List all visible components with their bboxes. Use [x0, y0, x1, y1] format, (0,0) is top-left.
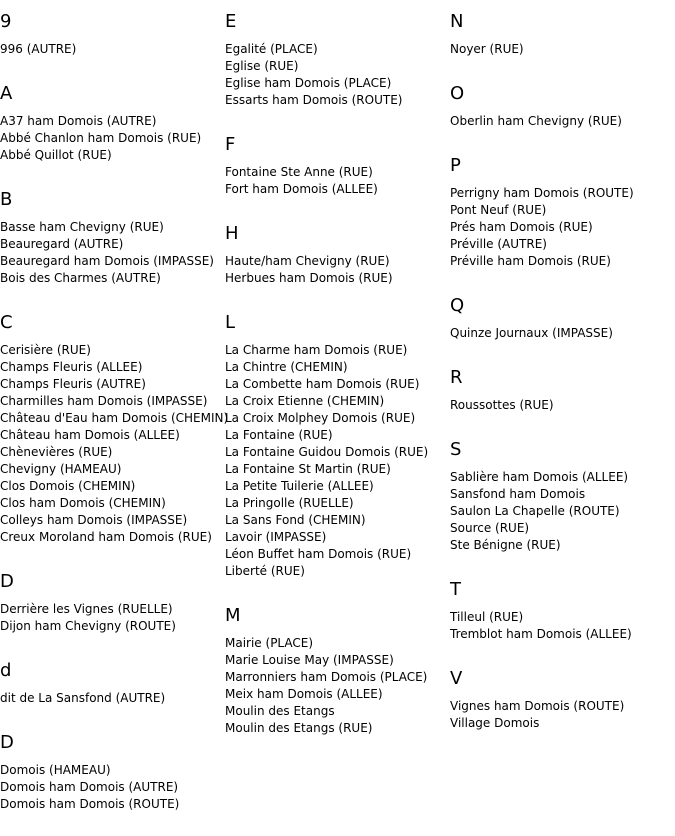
street-entry: La Croix Etienne (CHEMIN) [225, 394, 385, 408]
street-index-column-2 [225, 0, 447, 751]
letter-group [225, 594, 447, 737]
street-index-column-3 [450, 0, 672, 746]
street-entry: La Croix Molphey Domois (RUE) [225, 411, 416, 425]
street-entry: Clos Domois (CHEMIN) [0, 479, 136, 493]
letter-group [0, 178, 222, 287]
street-entry: Egalité (PLACE) [225, 42, 318, 56]
letter-group [450, 72, 672, 130]
street-entry: Château d'Eau ham Domois (CHEMIN) [0, 411, 229, 425]
street-entry: Marie Louise May (IMPASSE) [225, 653, 394, 667]
street-entry: Moulin des Etangs (RUE) [225, 721, 373, 735]
street-entry: Basse ham Chevigny (RUE) [0, 220, 164, 234]
street-list [225, 253, 447, 287]
street-entry: Chènevières (RUE) [0, 445, 113, 459]
street-entry: Colleys ham Domois (IMPASSE) [0, 513, 188, 527]
street-list [450, 397, 672, 414]
street-entry: La Fontaine St Martin (RUE) [225, 462, 391, 476]
street-entry: Fontaine Ste Anne (RUE) [225, 165, 373, 179]
letter-heading: O [450, 83, 465, 104]
street-entry: Perrigny ham Domois (ROUTE) [450, 186, 634, 200]
street-entry: Champs Fleuris (ALLEE) [0, 360, 143, 374]
letter-heading: E [225, 11, 237, 32]
street-entry: La Charme ham Domois (RUE) [225, 343, 408, 357]
letter-group [450, 0, 672, 58]
letter-group [225, 123, 447, 198]
street-entry: Tilleul (RUE) [450, 610, 524, 624]
letter-group [225, 0, 447, 109]
letter-group [450, 356, 672, 414]
street-entry: Liberté (RUE) [225, 564, 305, 578]
street-list [0, 219, 222, 287]
street-entry: Clos ham Domois (CHEMIN) [0, 496, 166, 510]
street-entry: Ste Bénigne (RUE) [450, 538, 561, 552]
street-entry: Essarts ham Domois (ROUTE) [225, 93, 403, 107]
street-entry: Quinze Journaux (IMPASSE) [450, 326, 613, 340]
street-list [450, 41, 672, 58]
letter-heading: D [0, 732, 14, 753]
letter-group [450, 428, 672, 554]
street-entry: Sablière ham Domois (ALLEE) [450, 470, 629, 484]
letter-group [450, 657, 672, 732]
letter-group [450, 568, 672, 643]
street-entry: Domois ham Domois (AUTRE) [0, 780, 179, 794]
letter-heading: S [450, 439, 462, 460]
street-entry: La Pringolle (RUELLE) [225, 496, 354, 510]
street-index-column-1 [0, 0, 229, 827]
street-entry: Bois des Charmes (AUTRE) [0, 271, 161, 285]
street-entry: La Fontaine (RUE) [225, 428, 333, 442]
letter-heading: F [225, 134, 236, 155]
street-entry: Vignes ham Domois (ROUTE) [450, 699, 625, 713]
letter-group [0, 649, 222, 707]
street-entry: Abbé Quillot (RUE) [0, 148, 112, 162]
letter-group [225, 212, 447, 287]
letter-heading: L [225, 312, 236, 333]
street-entry: 996 (AUTRE) [0, 42, 77, 56]
street-entry: La Combette ham Domois (RUE) [225, 377, 420, 391]
street-entry: Champs Fleuris (AUTRE) [0, 377, 146, 391]
street-entry: Noyer (RUE) [450, 42, 524, 56]
street-entry: Fort ham Domois (ALLEE) [225, 182, 378, 196]
letter-heading: M [225, 605, 241, 626]
street-entry: Préville ham Domois (RUE) [450, 254, 611, 268]
letter-heading: C [0, 312, 13, 333]
street-entry: Roussottes (RUE) [450, 398, 554, 412]
street-entry: Pont Neuf (RUE) [450, 203, 547, 217]
street-list [0, 41, 222, 58]
street-list [450, 469, 672, 554]
letter-heading: P [450, 155, 461, 176]
street-entry: Saulon La Chapelle (ROUTE) [450, 504, 620, 518]
letter-group [0, 721, 222, 813]
street-entry: La Petite Tuilerie (ALLEE) [225, 479, 374, 493]
street-entry: Eglise ham Domois (PLACE) [225, 76, 392, 90]
letter-heading: R [450, 367, 463, 388]
street-entry: Source (RUE) [450, 521, 530, 535]
letter-group [0, 560, 222, 635]
street-list [225, 164, 447, 198]
letter-group [225, 301, 447, 580]
street-entry: dit de La Sansfond (AUTRE) [0, 691, 166, 705]
street-entry: Beauregard (AUTRE) [0, 237, 124, 251]
street-entry: Dijon ham Chevigny (ROUTE) [0, 619, 176, 633]
street-list [0, 601, 222, 635]
letter-group [0, 301, 229, 546]
street-entry: Meix ham Domois (ALLEE) [225, 687, 383, 701]
street-entry: Lavoir (IMPASSE) [225, 530, 327, 544]
letter-heading: Q [450, 295, 465, 316]
letter-heading: N [450, 11, 464, 32]
street-entry: Prés ham Domois (RUE) [450, 220, 593, 234]
letter-heading: 9 [0, 11, 12, 32]
letter-heading: H [225, 223, 239, 244]
letter-heading: T [450, 579, 461, 600]
street-entry: Château ham Domois (ALLEE) [0, 428, 180, 442]
letter-heading: B [0, 189, 13, 210]
street-entry: La Sans Fond (CHEMIN) [225, 513, 366, 527]
street-entry: Sansfond ham Domois [450, 487, 586, 501]
street-list [0, 113, 222, 164]
letter-heading: d [0, 660, 12, 681]
letter-heading: D [0, 571, 14, 592]
street-entry: Préville (AUTRE) [450, 237, 547, 251]
street-list [225, 342, 447, 580]
street-list [450, 185, 672, 270]
street-entry: Beauregard ham Domois (IMPASSE) [0, 254, 214, 268]
street-entry: Abbé Chanlon ham Domois (RUE) [0, 131, 202, 145]
street-entry: Léon Buffet ham Domois (RUE) [225, 547, 412, 561]
letter-group [0, 72, 222, 164]
letter-group [0, 0, 222, 58]
street-entry: Moulin des Etangs [225, 704, 335, 718]
street-entry: Cerisière (RUE) [0, 343, 91, 357]
street-list [225, 41, 447, 109]
street-list [450, 325, 672, 342]
letter-heading: A [0, 83, 13, 104]
street-list [0, 690, 222, 707]
letter-heading: V [450, 668, 463, 689]
street-entry: Derrière les Vignes (RUELLE) [0, 602, 173, 616]
street-list [225, 635, 447, 737]
street-entry: Haute/ham Chevigny (RUE) [225, 254, 390, 268]
street-list [0, 762, 222, 813]
street-list [450, 698, 672, 732]
street-entry: Eglise (RUE) [225, 59, 299, 73]
street-entry: La Fontaine Guidou Domois (RUE) [225, 445, 429, 459]
street-entry: Creux Moroland ham Domois (RUE) [0, 530, 212, 544]
street-list [450, 113, 672, 130]
street-entry: Oberlin ham Chevigny (RUE) [450, 114, 622, 128]
letter-group [450, 144, 672, 270]
street-entry: Tremblot ham Domois (ALLEE) [450, 627, 632, 641]
street-entry: A37 ham Domois (AUTRE) [0, 114, 157, 128]
letter-group [450, 284, 672, 342]
street-entry: Chevigny (HAMEAU) [0, 462, 122, 476]
street-list [0, 342, 229, 546]
street-entry: Village Domois [450, 716, 540, 730]
street-entry: Herbues ham Domois (RUE) [225, 271, 393, 285]
street-entry: Domois ham Domois (ROUTE) [0, 797, 180, 811]
street-list [450, 609, 672, 643]
street-entry: Domois (HAMEAU) [0, 763, 111, 777]
street-entry: La Chintre (CHEMIN) [225, 360, 348, 374]
street-entry: Marronniers ham Domois (PLACE) [225, 670, 428, 684]
street-entry: Charmilles ham Domois (IMPASSE) [0, 394, 208, 408]
street-entry: Mairie (PLACE) [225, 636, 314, 650]
